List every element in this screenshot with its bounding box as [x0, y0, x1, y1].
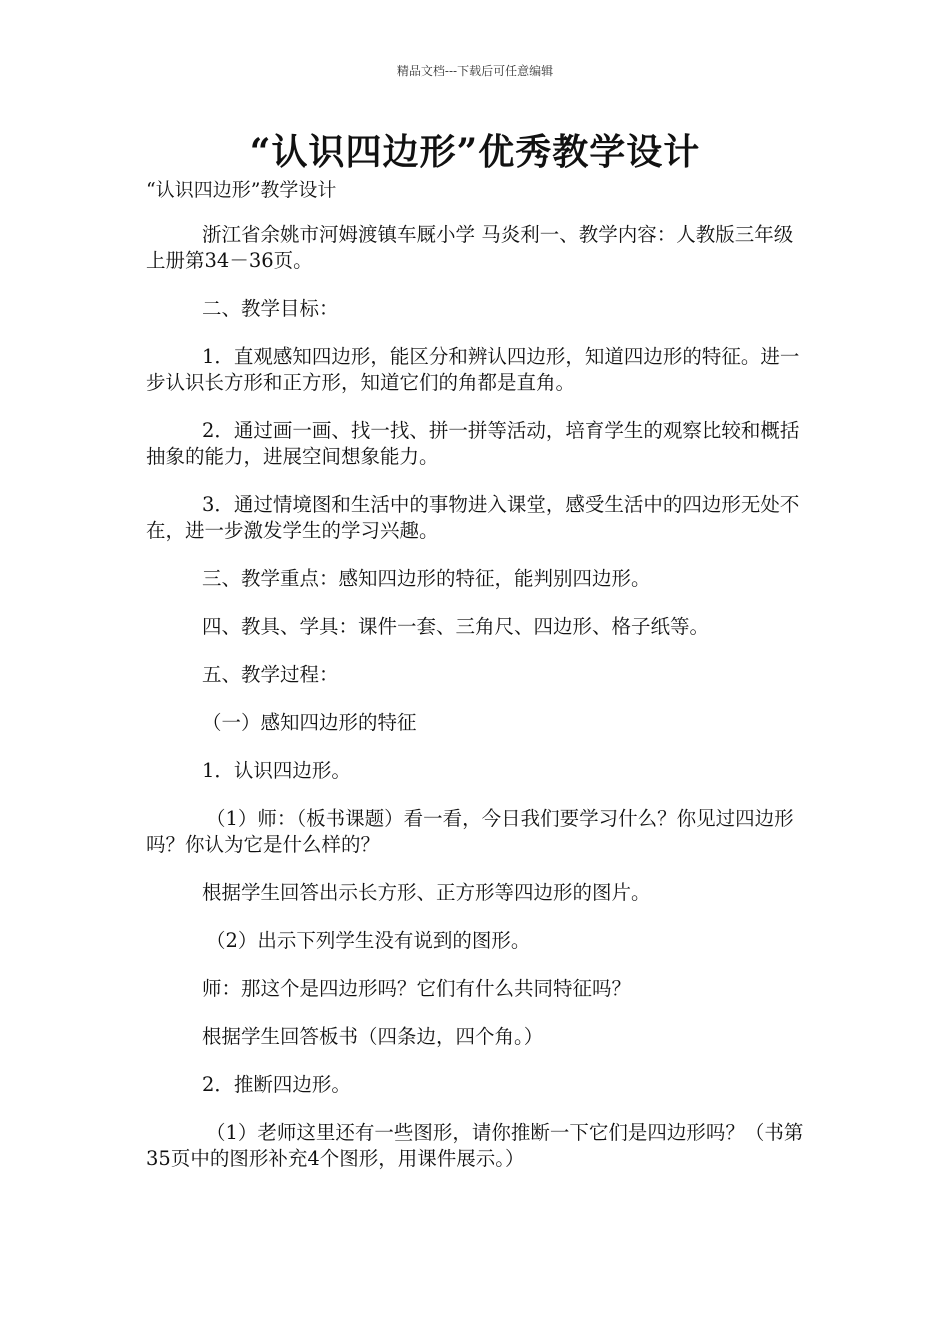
paragraph-author-content: 浙江省余姚市河姆渡镇车厩小学 马炎利一、教学内容：人教版三年级上册第34－36页。: [146, 223, 794, 272]
paragraph-board-writing: 根据学生回答板书（四条边，四个角。）: [202, 1025, 544, 1048]
paragraph-key-points: 三、教学重点：感知四边形的特征，能判别四边形。: [202, 567, 651, 590]
paragraph-section-1: （一）感知四边形的特征: [202, 711, 417, 734]
paragraph-show-pictures: 根据学生回答出示长方形、正方形等四边形的图片。: [202, 881, 651, 904]
paragraph-objective-1: 1．直观感知四边形，能区分和辨认四边形，知道四边形的特征。进一步认识长方形和正方形，知道它们的角都是直角。: [146, 345, 800, 394]
document-subtitle: “认识四边形”教学设计: [146, 179, 337, 201]
document-body: [146, 222, 810, 1194]
document-title: “认识四边形”优秀教学设计: [249, 131, 701, 173]
paragraph-teacher-question: 师：那这个是四边形吗？它们有什么共同特征吗？: [202, 977, 632, 1000]
page-header: 精品文档---下载后可任意编辑: [396, 64, 554, 78]
paragraph-objectives-heading: 二、教学目标：: [202, 297, 339, 320]
paragraph-step-1-1: （1）师：（板书课题）看一看，今日我们要学习什么？你见过四边形吗？你认为它是什么样的？: [146, 807, 794, 856]
paragraph-step-1: 1．认识四边形。: [202, 759, 351, 782]
paragraph-step-2: 2．推断四边形。: [202, 1073, 351, 1096]
paragraph-step-1-2: （2）出示下列学生没有说到的图形。: [206, 929, 531, 952]
paragraph-objective-3: 3．通过情境图和生活中的事物进入课堂，感受生活中的四边形无处不在，进一步激发学生的学习兴趣。: [146, 493, 800, 542]
paragraph-process-heading: 五、教学过程：: [202, 663, 339, 686]
paragraph-objective-2: 2．通过画一画、找一找、拼一拼等活动，培育学生的观察比较和概括抽象的能力，进展空间想象能力。: [146, 419, 800, 468]
paragraph-step-2-1: （1）老师这里还有一些图形，请你推断一下它们是四边形吗？（书第35页中的图形补充4个图形，用课件展示。）: [146, 1121, 804, 1170]
paragraph-teaching-aids: 四、教具、学具：课件一套、三角尺、四边形、格子纸等。: [202, 615, 710, 638]
